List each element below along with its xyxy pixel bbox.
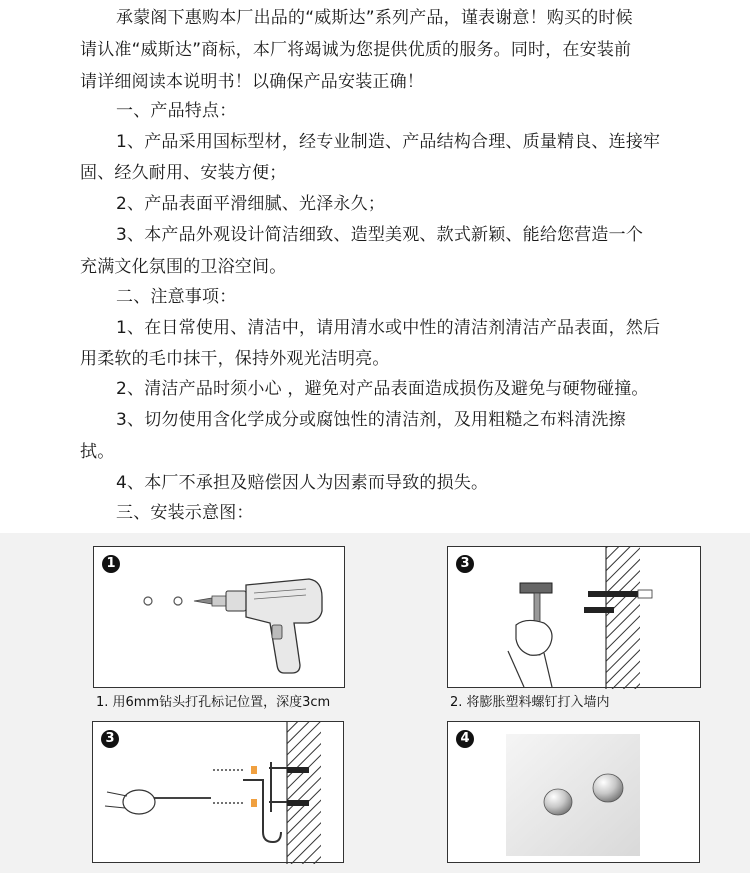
step-panel-hammer [447,546,701,688]
section-item: 2、清洁产品时须小心 ，避免对产品表面造成损伤及避免与硬物碰撞。 [116,379,649,399]
section-item: 2、产品表面平滑细腻、光泽永久； [116,194,386,214]
section-item: 用柔软的毛巾抹干，保持外观光洁明亮。 [80,349,390,369]
step-badge: 1 [102,555,120,573]
hammer-icon [448,547,702,689]
cap-cover-icon [448,722,701,864]
intro-line: 请认准“威斯达”商标，本厂将竭诚为您提供优质的服务。同时，在安装前 [80,40,632,60]
section-item: 3、本产品外观设计简洁细致、造型美观、款式新颖、能给您营造一个 [116,225,644,245]
intro-line: 请详细阅读本说明书！以确保产品安装正确！ [80,72,424,92]
step-badge: 3 [456,555,474,573]
step-badge: 4 [456,730,474,748]
step-panel-caps [447,721,700,863]
screwdriver-icon [93,722,345,864]
drill-icon [94,547,346,689]
section-heading: 三、安装示意图： [116,503,254,523]
intro-line: 承蒙阁下惠购本厂出品的“威斯达”系列产品，谨表谢意！购买的时候 [116,8,633,28]
step-panel-drill [93,546,345,688]
section-item: 固、经久耐用、安装方便； [80,163,287,183]
section-item: 充满文化氛围的卫浴空间。 [80,257,287,277]
step-caption: 2. 将膨胀塑料螺钉打入墙内 [450,695,610,710]
section-heading: 一、产品特点： [116,101,237,121]
step-panel-screw [92,721,344,863]
section-heading: 二、注意事项： [116,287,237,307]
section-item: 1、产品采用国标型材，经专业制造、产品结构合理、质量精良、连接牢 [116,132,661,152]
section-item: 4、本厂不承担及赔偿因人为因素而导致的损失。 [116,473,489,493]
section-item: 拭。 [80,442,115,462]
step-caption: 1. 用6mm钻头打孔标记位置，深度3cm [96,695,331,710]
section-item: 1、在日常使用、清洁中，请用清水或中性的清洁剂清洁产品表面，然后 [116,318,661,338]
step-badge: 3 [101,730,119,748]
section-item: 3、切勿使用含化学成分或腐蚀性的清洁剂，及用粗糙之布料清洗擦 [116,410,626,430]
